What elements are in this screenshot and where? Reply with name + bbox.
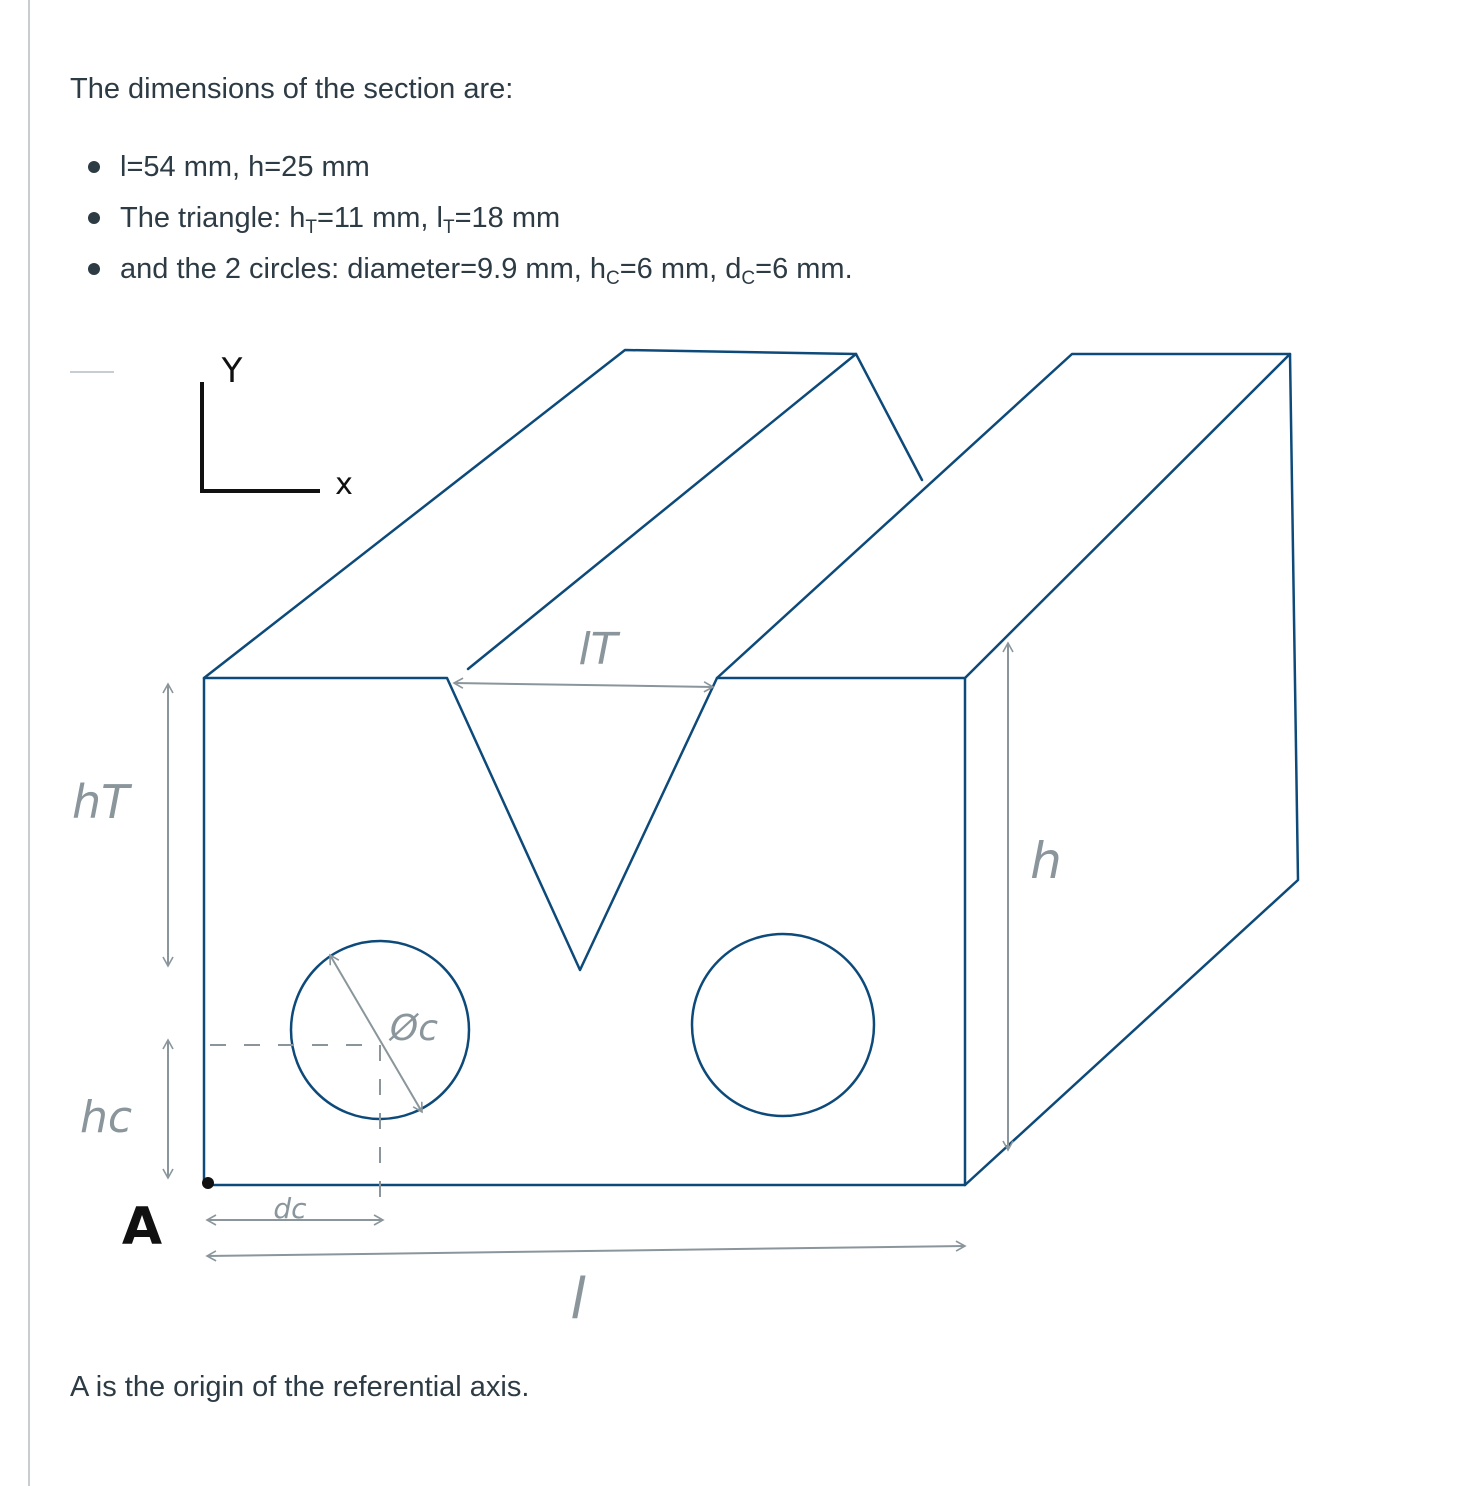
- right-side-face: [965, 354, 1298, 1185]
- list-item-circle-dimensions: and the 2 circles: diameter=9.9 mm, $h_C=6$ mm, $d_C=6$ mm.: [120, 244, 853, 295]
- diameter-label: Øc: [389, 1008, 439, 1049]
- list-item-triangle-dimensions: The triangle: $h_T=11$ mm, $l_T=18$ mm: [120, 193, 853, 244]
- left-top-edge: [204, 350, 922, 678]
- list-item-block-dimensions: l=54 mm, h=25 mm: [120, 142, 853, 193]
- intro-text: The dimensions of the section are:: [70, 73, 514, 105]
- origin-label: A: [121, 1197, 163, 1257]
- axis-corner: [202, 382, 320, 491]
- circle-center-guides: [210, 1045, 380, 1200]
- dc-label: dc: [273, 1192, 307, 1225]
- groove-far-edge-left: [468, 354, 856, 669]
- lt-label: lT: [578, 624, 618, 675]
- origin-point: [202, 1177, 214, 1189]
- h-label: h: [1030, 832, 1062, 890]
- lt-dimension: [454, 683, 713, 687]
- front-face: [204, 678, 965, 1185]
- right-top-face: [717, 354, 1290, 678]
- outro-text: A is the origin of the referential axis.: [70, 1371, 530, 1403]
- hc-label: hc: [80, 1092, 133, 1143]
- l-dimension: [207, 1246, 965, 1256]
- l-label: l: [570, 1267, 586, 1332]
- axis-y-label: Y: [221, 351, 243, 391]
- ht-label: hT: [72, 775, 130, 829]
- right-circle: [692, 934, 874, 1116]
- axis-x-label: x: [335, 467, 353, 502]
